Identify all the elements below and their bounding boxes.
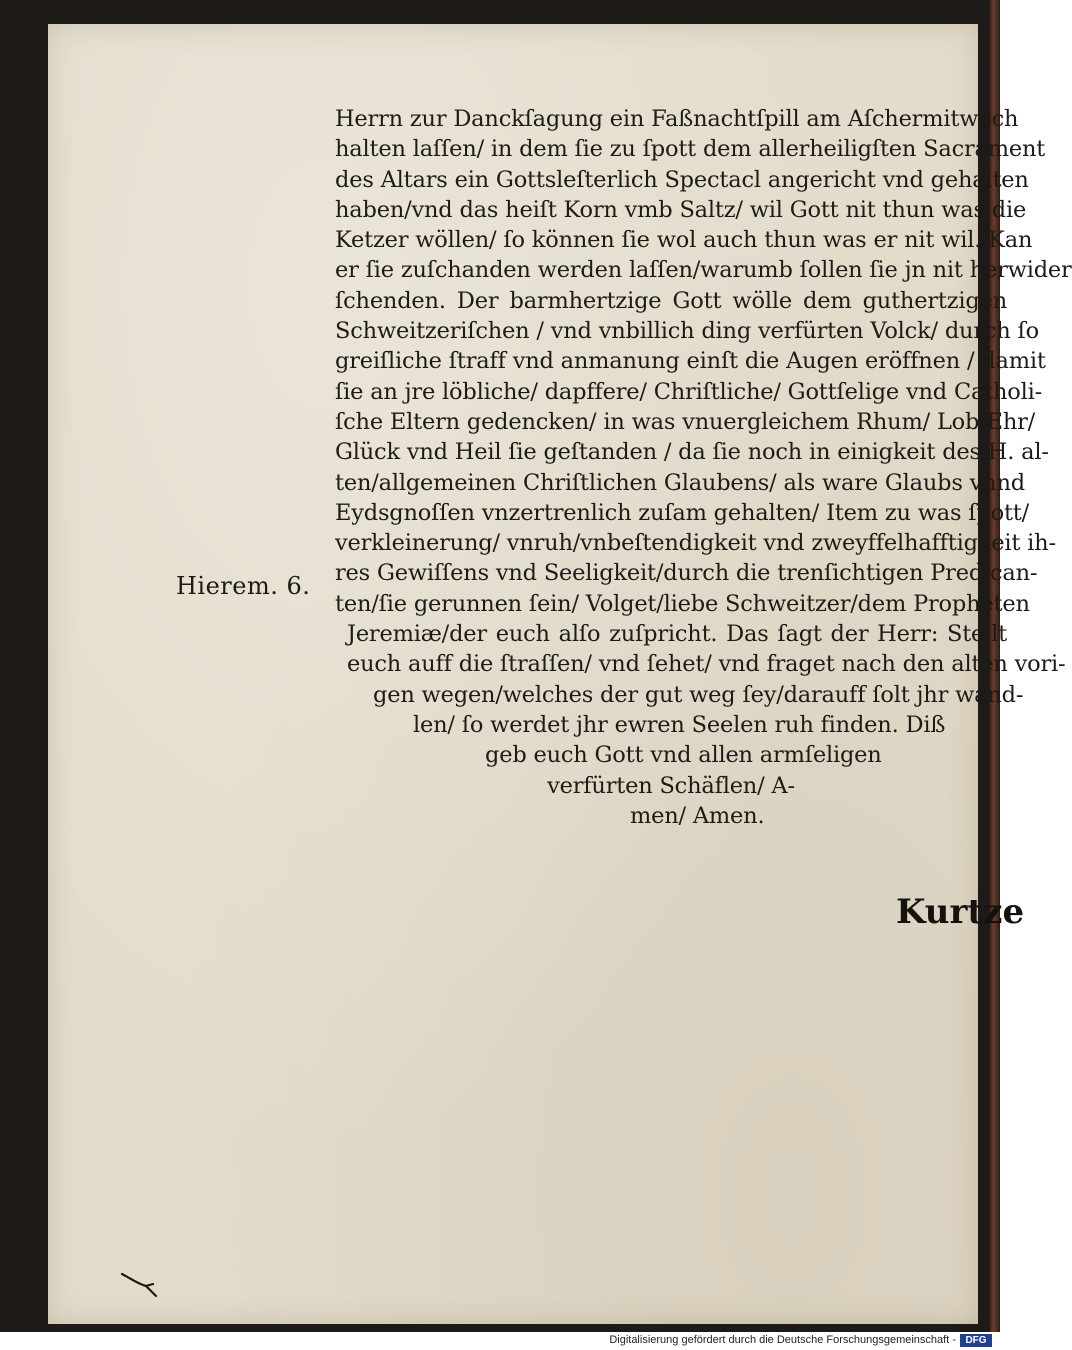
text-line: ten/ſie gerunnen ſein/ Volget/liebe Schweitzer/dem Propheten [335,590,1030,617]
text-line: Jeremiæ/der euch alſo zuſpricht. Das ſagt der Herr: Stellt [347,621,1007,648]
text-line: ſchenden. Der barmhertzige Gott wölle dem guthertzigen [335,287,1007,314]
text-line: men/ Amen. [630,802,765,829]
text-line: res Gewiſſens vnd Seeligkeit/durch die trenſichtigen Predican- [335,560,1038,587]
text-line: verfürten Schäflen/ A- [547,772,795,799]
book-page [48,24,1072,1324]
body-text [335,104,1072,831]
text-line: euch auff die ſtraſſen/ vnd ſehet/ vnd fraget nach den alten vori- [347,651,1066,678]
marginal-note: Hierem. 6. [176,572,311,600]
text-line: haben/vnd das heiſt Korn vmb Saltz/ wil Gott nit thun was die [335,196,1027,223]
text-line: Glück vnd Heil ſie geſtanden / da ſie noch in einigkeit des H. al- [335,439,1049,466]
text-line: len/ ſo werdet jhr ewren Seelen ruh finden. Diß [413,711,946,738]
catchword: Kurtze [896,892,1025,932]
text-line: ten/allgemeinen Chriſtlichen Glaubens/ als ware Glaubs vnnd [335,469,1025,496]
text-line: halten laſſen/ in dem ſie zu ſpott dem allerheiligſten Sacrament [335,136,1046,163]
text-line: greiſliche ſtraff vnd anmanung einſt die Augen eröffnen / damit [335,348,1046,375]
text-line: ſie an jre löbliche/ dapffere/ Chriſtliche/ Gottſelige vnd Catholi- [335,378,1043,405]
text-line: verkleinerung/ vnruh/vnbeſtendigkeit vnd zweyffelhafftigkeit ih- [335,530,1056,557]
text-line: Schweitzeriſchen / vnd vnbillich ding verfürten Volck/ durch ſo [335,318,1040,345]
ink-smudge-mark [120,1270,170,1300]
text-line: Herrn zur Danckſagung ein Faßnachtſpill am Aſchermitwoch [335,106,1019,132]
digitization-credit: Digitalisierung gefördert durch die Deutsche Forschungsgemeinschaft - [609,1334,956,1346]
text-line: gen wegen/welches der gut weg ſey/darauff ſolt jhr wand- [373,681,1024,708]
text-line: ſche Eltern gedencken/ in was vnuergleichem Rhum/ Lob/Ehr/ [335,408,1036,435]
text-line: Ketzer wöllen/ ſo können ſie wol auch thun was er nit wil. Kan [335,227,1033,254]
dfg-logo: DFG [960,1334,992,1347]
footer-bar [0,1332,1000,1350]
text-line: des Altars ein Gottsleſterlich Spectacl angericht vnd gehalten [335,166,1029,193]
text-line: er ſie zuſchanden werden laſſen/warumb ſollen ſie jn nit herwider [335,257,1072,284]
text-line: geb euch Gott vnd allen armſeligen [485,742,882,769]
text-line: Eydsgnoſſen vnzertrenlich zuſam gehalten/ Item zu was ſpott/ [335,499,1030,526]
